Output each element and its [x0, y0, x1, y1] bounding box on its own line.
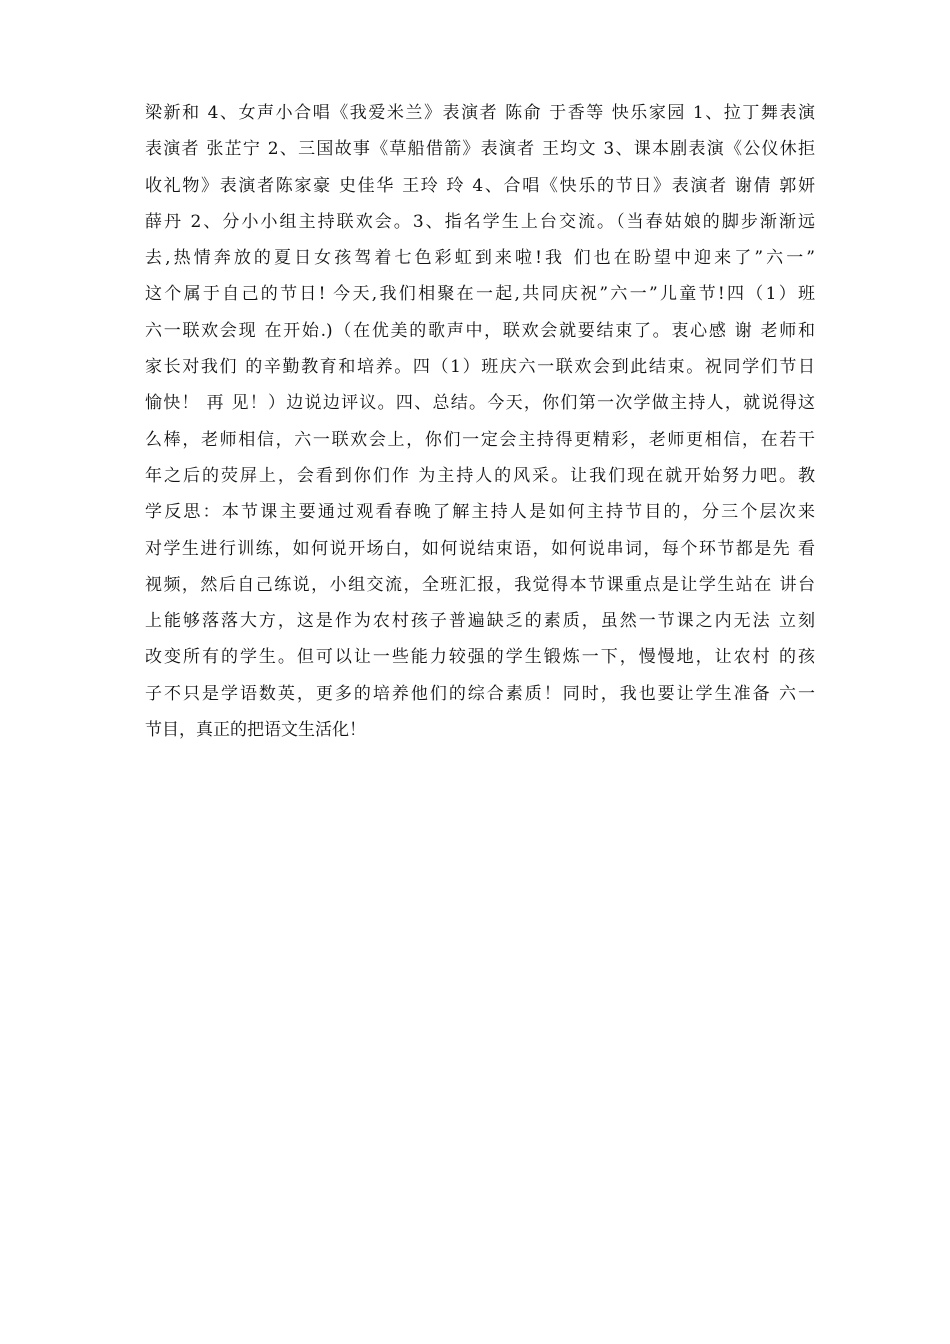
text-line: 年之后的荧屏上，会看到你们作 为主持人的风采。让我们现在就开始努力吧。教 [145, 465, 815, 486]
text-line: 子不只是学语数英，更多的培养他们的综合素质！同时，我也要让学生准备 六一 [145, 683, 815, 704]
text-line: 上能够落落大方，这是作为农村孩子普遍缺乏的素质，虽然一节课之内无法 立刻 [145, 611, 815, 632]
text-line: 对学生进行训练，如何说开场白，如何说结束语，如何说串词，每个环节都是先 看 [145, 538, 815, 559]
text-line: 视频，然后自己练说，小组交流，全班汇报，我觉得本节课重点是让学生站在 讲台 [145, 574, 815, 595]
text-line: 梁新和 4、女声小合唱《我爱米兰》表演者 陈俞 于香等 快乐家园 1、拉丁舞表演 [145, 103, 815, 123]
text-line: 表演者 张芷宁 2、三国故事《草船借箭》表演者 王均文 3、课本剧表演《公仪休拒 [145, 139, 815, 160]
text-line: 家长对我们 的辛勤教育和培养。四（1）班庆六一联欢会到此结束。祝同学们节日 [145, 357, 815, 378]
text-line: 去,热情奔放的夏日女孩驾着七色彩虹到来啦!我 们也在盼望中迎来了”六一” [145, 248, 815, 269]
text-line: 改变所有的学生。但可以让一些能力较强的学生锻炼一下，慢慢地，让农村 的孩 [145, 647, 815, 668]
text-line: 学反思：本节课主要通过观看春晚了解主持人是如何主持节目的，分三个层次来 [145, 502, 815, 523]
text-line: 么棒，老师相信，六一联欢会上，你们一定会主持得更精彩，老师更相信，在若干 [145, 429, 815, 450]
text-line: 这个属于自己的节日! 今天,我们相聚在一起,共同庆祝”六一”儿童节!四（1）班 [145, 284, 815, 305]
text-line: 愉快！ 再 见！）边说边评议。四、总结。今天，你们第一次学做主持人，就说得这 [145, 393, 815, 414]
text-line: 收礼物》表演者陈家豪 史佳华 王玲 玲 4、合唱《快乐的节日》表演者 谢倩 郭妍 [145, 175, 815, 196]
text-line: 六一联欢会现 在开始.)（在优美的歌声中，联欢会就要结束了。衷心感 谢 老师和 [145, 320, 815, 341]
text-line: 节目，真正的把语文生活化！ [145, 720, 366, 741]
text-line: 薛丹 2、分小小组主持联欢会。3、指名学生上台交流。（当春姑娘的脚步渐渐远 [145, 211, 815, 232]
body-text [145, 95, 815, 748]
